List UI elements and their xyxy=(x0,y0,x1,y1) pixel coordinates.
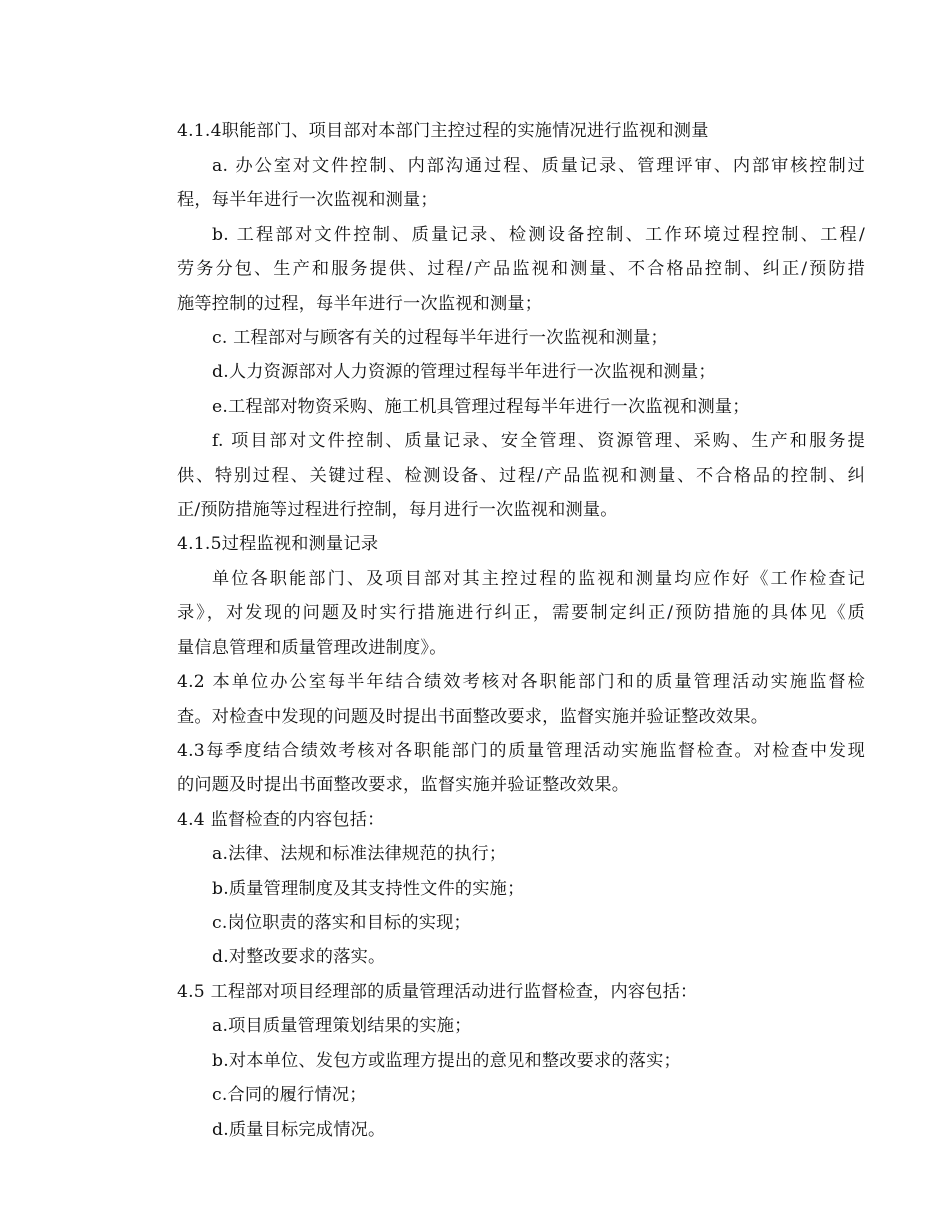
paragraph-line: 查。对检查中发现的问题及时提出书面整改要求，监督实施并验证整改效果。 xyxy=(177,707,769,727)
section-heading-4-1-5: 4.1.5过程监视和测量记录 xyxy=(177,534,379,554)
list-item: b.质量管理制度及其支持性文件的实施； xyxy=(212,879,525,899)
list-item: a.项目质量管理策划结果的实施； xyxy=(212,1016,472,1036)
list-item: d.人力资源部对人力资源的管理过程每半年进行一次监视和测量； xyxy=(212,362,716,382)
section-4-2-line: 4.2 本单位办公室每半年结合绩效考核对各职能部门和的质量管理活动实施监督检 xyxy=(177,672,865,692)
list-item: c. 工程部对与顾客有关的过程每半年进行一次监视和测量； xyxy=(212,328,668,348)
paragraph-line: 施等控制的过程，每半年进行一次监视和测量； xyxy=(177,294,543,314)
paragraph-line: 录》，对发现的问题及时实行措施进行纠正，需要制定纠正/预防措施的具体见《质 xyxy=(177,603,865,623)
list-item: b.对本单位、发包方或监理方提出的意见和整改要求的落实； xyxy=(212,1051,681,1071)
paragraph-line: 供、特别过程、关键过程、检测设备、过程/产品监视和测量、不合格品的控制、纠 xyxy=(177,466,865,486)
section-heading-4-4: 4.4 监督检查的内容包括： xyxy=(177,810,385,830)
list-item: d.质量目标完成情况。 xyxy=(212,1120,386,1140)
section-heading-4-5: 4.5 工程部对项目经理部的质量管理活动进行监督检查，内容包括： xyxy=(177,982,698,1002)
paragraph-line: a. 办公室对文件控制、内部沟通过程、质量记录、管理评审、内部审核控制过 xyxy=(212,156,865,176)
paragraph-line: 的问题及时提出书面整改要求，监督实施并验证整改效果。 xyxy=(177,775,630,795)
paragraph-line: 程，每半年进行一次监视和测量； xyxy=(177,190,438,210)
list-item: a.法律、法规和标准法律规范的执行； xyxy=(212,844,507,864)
list-item: c.岗位职责的落实和目标的实现； xyxy=(212,913,471,933)
paragraph-line: f. 项目部对文件控制、质量记录、安全管理、资源管理、采购、生产和服务提 xyxy=(212,431,865,451)
list-item: e.工程部对物资采购、施工机具管理过程每半年进行一次监视和测量； xyxy=(212,397,750,417)
section-4-3-line: 4.3每季度结合绩效考核对各职能部门的质量管理活动实施监督检查。对检查中发现 xyxy=(177,741,865,761)
paragraph-line: 量信息管理和质量管理改进制度》。 xyxy=(177,638,447,658)
paragraph-line: 单位各职能部门、及项目部对其主控过程的监视和测量均应作好《工作检查记 xyxy=(212,569,865,589)
paragraph-line: b. 工程部对文件控制、质量记录、检测设备控制、工作环境过程控制、工程/ xyxy=(212,225,865,245)
section-heading-4-1-4: 4.1.4职能部门、项目部对本部门主控过程的实施情况进行监视和测量 xyxy=(177,121,709,141)
paragraph-line: 劳务分包、生产和服务提供、过程/产品监视和测量、不合格品控制、纠正/预防措 xyxy=(177,259,865,279)
paragraph-line: 正/预防措施等过程进行控制，每月进行一次监视和测量。 xyxy=(177,500,618,520)
list-item: c.合同的履行情况； xyxy=(212,1085,367,1105)
list-item: d.对整改要求的落实。 xyxy=(212,947,386,967)
